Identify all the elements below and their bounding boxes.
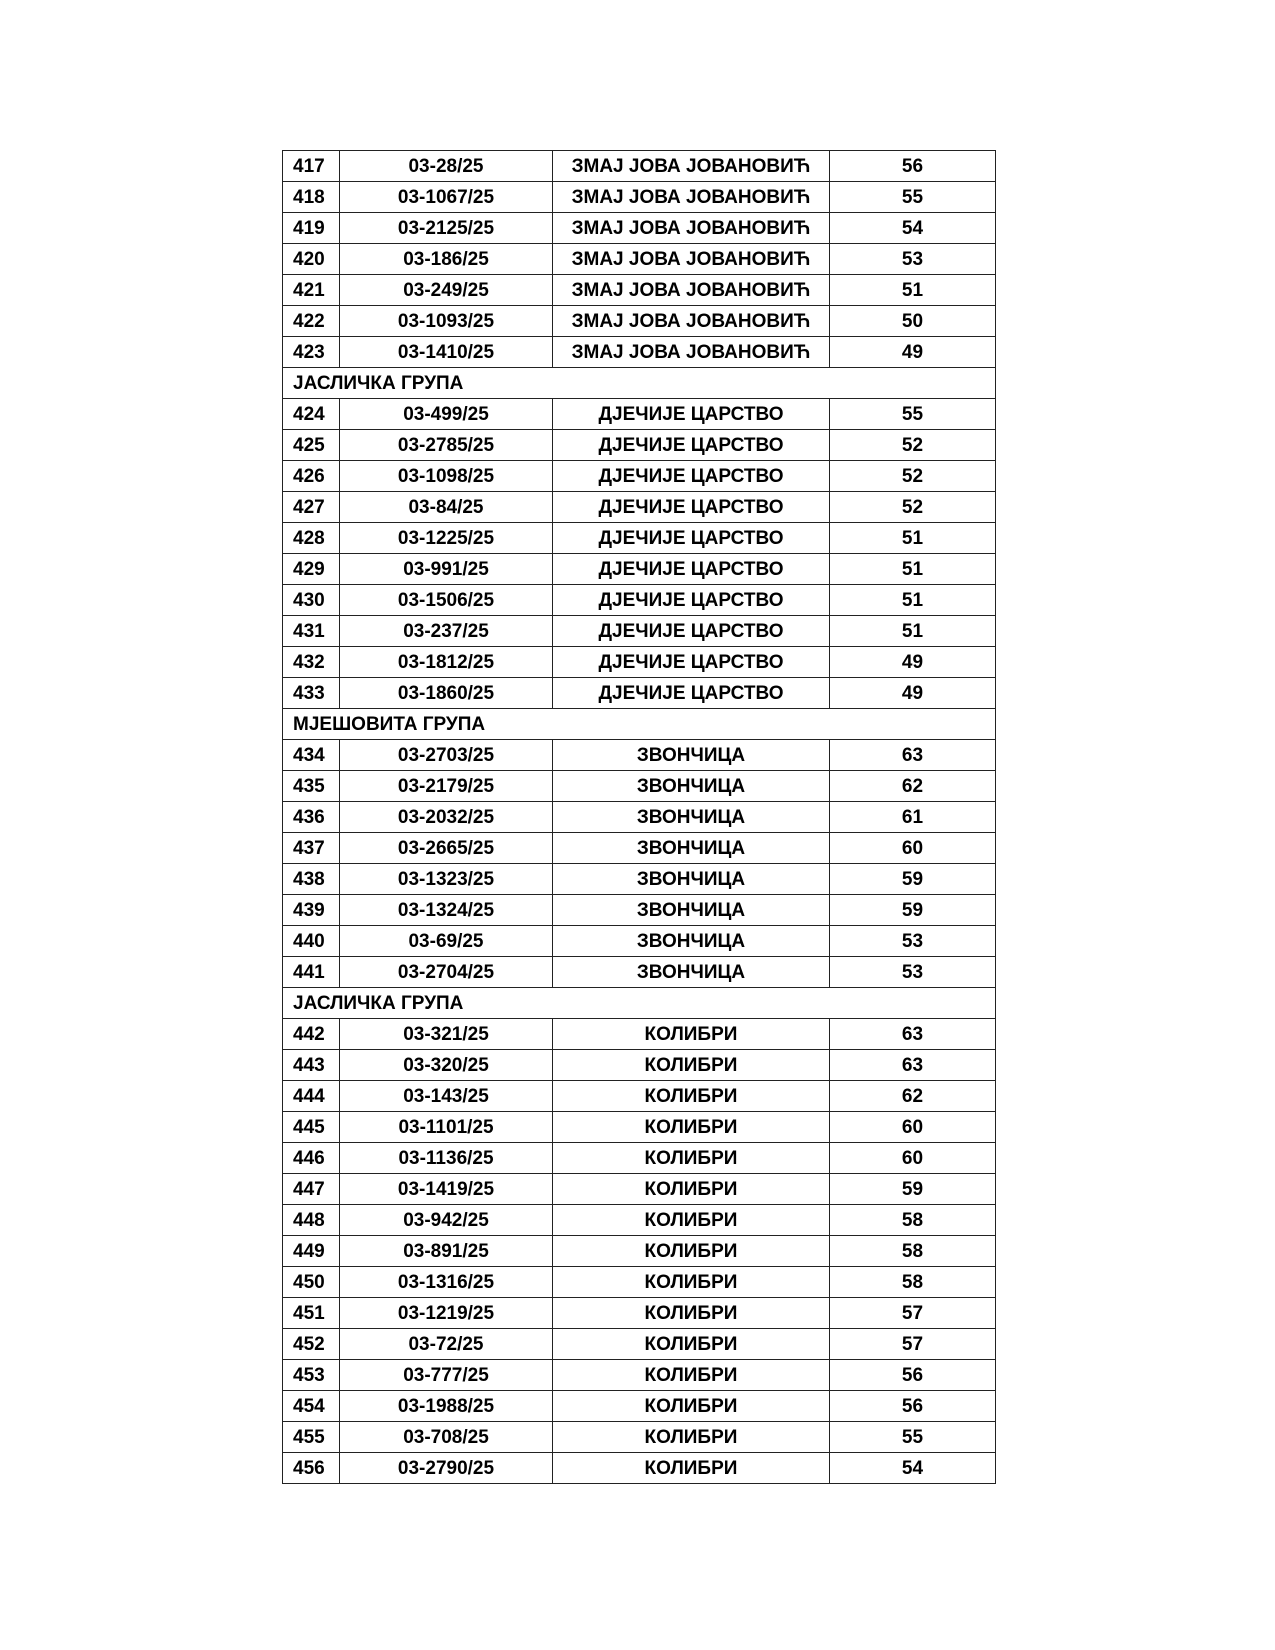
- row-number-cell: 425: [283, 430, 340, 461]
- application-id-cell: 03-1225/25: [340, 523, 553, 554]
- ranking-table-body: [283, 151, 996, 1484]
- table-row: [283, 1298, 996, 1329]
- row-number-cell: 451: [283, 1298, 340, 1329]
- section-row: [283, 709, 996, 740]
- kindergarten-cell: ДЈЕЧИЈЕ ЦАРСТВО: [553, 523, 830, 554]
- points-cell: 59: [830, 895, 996, 926]
- table-row: [283, 1143, 996, 1174]
- kindergarten-cell: ЗВОНЧИЦА: [553, 833, 830, 864]
- table-row: [283, 771, 996, 802]
- table-row: [283, 151, 996, 182]
- row-number-cell: 426: [283, 461, 340, 492]
- row-number-cell: 448: [283, 1205, 340, 1236]
- kindergarten-cell: ЗМАЈ ЈОВА ЈОВАНОВИЋ: [553, 337, 830, 368]
- row-number-cell: 420: [283, 244, 340, 275]
- ranking-table: [282, 150, 996, 1484]
- table-row: [283, 678, 996, 709]
- row-number-cell: 424: [283, 399, 340, 430]
- points-cell: 63: [830, 1019, 996, 1050]
- kindergarten-cell: КОЛИБРИ: [553, 1143, 830, 1174]
- kindergarten-cell: ЗМАЈ ЈОВА ЈОВАНОВИЋ: [553, 244, 830, 275]
- row-number-cell: 433: [283, 678, 340, 709]
- table-row: [283, 895, 996, 926]
- table-row: [283, 647, 996, 678]
- table-row: [283, 802, 996, 833]
- row-number-cell: 447: [283, 1174, 340, 1205]
- application-id-cell: 03-2125/25: [340, 213, 553, 244]
- row-number-cell: 443: [283, 1050, 340, 1081]
- table-row: [283, 213, 996, 244]
- kindergarten-cell: КОЛИБРИ: [553, 1050, 830, 1081]
- row-number-cell: 456: [283, 1453, 340, 1484]
- application-id-cell: 03-499/25: [340, 399, 553, 430]
- points-cell: 55: [830, 399, 996, 430]
- row-number-cell: 430: [283, 585, 340, 616]
- application-id-cell: 03-1093/25: [340, 306, 553, 337]
- table-row: [283, 1360, 996, 1391]
- row-number-cell: 421: [283, 275, 340, 306]
- table-row: [283, 1205, 996, 1236]
- table-row: [283, 1174, 996, 1205]
- application-id-cell: 03-2785/25: [340, 430, 553, 461]
- table-row: [283, 430, 996, 461]
- points-cell: 60: [830, 1112, 996, 1143]
- application-id-cell: 03-777/25: [340, 1360, 553, 1391]
- points-cell: 52: [830, 461, 996, 492]
- points-cell: 62: [830, 771, 996, 802]
- row-number-cell: 441: [283, 957, 340, 988]
- points-cell: 58: [830, 1205, 996, 1236]
- kindergarten-cell: ЗМАЈ ЈОВА ЈОВАНОВИЋ: [553, 275, 830, 306]
- row-number-cell: 418: [283, 182, 340, 213]
- kindergarten-cell: КОЛИБРИ: [553, 1081, 830, 1112]
- kindergarten-cell: КОЛИБРИ: [553, 1236, 830, 1267]
- row-number-cell: 422: [283, 306, 340, 337]
- points-cell: 60: [830, 1143, 996, 1174]
- kindergarten-cell: ДЈЕЧИЈЕ ЦАРСТВО: [553, 399, 830, 430]
- application-id-cell: 03-72/25: [340, 1329, 553, 1360]
- application-id-cell: 03-991/25: [340, 554, 553, 585]
- points-cell: 55: [830, 182, 996, 213]
- points-cell: 52: [830, 492, 996, 523]
- application-id-cell: 03-891/25: [340, 1236, 553, 1267]
- application-id-cell: 03-1136/25: [340, 1143, 553, 1174]
- row-number-cell: 446: [283, 1143, 340, 1174]
- application-id-cell: 03-249/25: [340, 275, 553, 306]
- table-row: [283, 1422, 996, 1453]
- row-number-cell: 427: [283, 492, 340, 523]
- application-id-cell: 03-1812/25: [340, 647, 553, 678]
- application-id-cell: 03-1067/25: [340, 182, 553, 213]
- points-cell: 54: [830, 213, 996, 244]
- kindergarten-cell: ДЈЕЧИЈЕ ЦАРСТВО: [553, 647, 830, 678]
- table-row: [283, 1112, 996, 1143]
- application-id-cell: 03-1988/25: [340, 1391, 553, 1422]
- row-number-cell: 442: [283, 1019, 340, 1050]
- row-number-cell: 449: [283, 1236, 340, 1267]
- row-number-cell: 435: [283, 771, 340, 802]
- application-id-cell: 03-1101/25: [340, 1112, 553, 1143]
- table-row: [283, 1329, 996, 1360]
- row-number-cell: 423: [283, 337, 340, 368]
- table-row: [283, 492, 996, 523]
- section-row: [283, 988, 996, 1019]
- application-id-cell: 03-186/25: [340, 244, 553, 275]
- kindergarten-cell: КОЛИБРИ: [553, 1174, 830, 1205]
- row-number-cell: 432: [283, 647, 340, 678]
- application-id-cell: 03-708/25: [340, 1422, 553, 1453]
- application-id-cell: 03-2032/25: [340, 802, 553, 833]
- table-row: [283, 1267, 996, 1298]
- row-number-cell: 453: [283, 1360, 340, 1391]
- row-number-cell: 434: [283, 740, 340, 771]
- table-row: [283, 926, 996, 957]
- kindergarten-cell: ДЈЕЧИЈЕ ЦАРСТВО: [553, 492, 830, 523]
- kindergarten-cell: КОЛИБРИ: [553, 1112, 830, 1143]
- kindergarten-cell: КОЛИБРИ: [553, 1267, 830, 1298]
- points-cell: 53: [830, 926, 996, 957]
- table-row: [283, 740, 996, 771]
- kindergarten-cell: ЗВОНЧИЦА: [553, 926, 830, 957]
- row-number-cell: 439: [283, 895, 340, 926]
- kindergarten-cell: КОЛИБРИ: [553, 1391, 830, 1422]
- application-id-cell: 03-1316/25: [340, 1267, 553, 1298]
- kindergarten-cell: КОЛИБРИ: [553, 1422, 830, 1453]
- kindergarten-cell: ЗВОНЧИЦА: [553, 895, 830, 926]
- table-row: [283, 585, 996, 616]
- points-cell: 49: [830, 647, 996, 678]
- points-cell: 55: [830, 1422, 996, 1453]
- application-id-cell: 03-1860/25: [340, 678, 553, 709]
- points-cell: 59: [830, 1174, 996, 1205]
- table-row: [283, 1236, 996, 1267]
- application-id-cell: 03-143/25: [340, 1081, 553, 1112]
- row-number-cell: 455: [283, 1422, 340, 1453]
- kindergarten-cell: КОЛИБРИ: [553, 1329, 830, 1360]
- points-cell: 54: [830, 1453, 996, 1484]
- table-row: [283, 957, 996, 988]
- row-number-cell: 436: [283, 802, 340, 833]
- application-id-cell: 03-1098/25: [340, 461, 553, 492]
- row-number-cell: 419: [283, 213, 340, 244]
- kindergarten-cell: ДЈЕЧИЈЕ ЦАРСТВО: [553, 678, 830, 709]
- points-cell: 50: [830, 306, 996, 337]
- table-row: [283, 306, 996, 337]
- application-id-cell: 03-1419/25: [340, 1174, 553, 1205]
- kindergarten-cell: ЗМАЈ ЈОВА ЈОВАНОВИЋ: [553, 213, 830, 244]
- table-row: [283, 1391, 996, 1422]
- application-id-cell: 03-84/25: [340, 492, 553, 523]
- kindergarten-cell: ЗМАЈ ЈОВА ЈОВАНОВИЋ: [553, 151, 830, 182]
- points-cell: 51: [830, 523, 996, 554]
- kindergarten-cell: ЗВОНЧИЦА: [553, 740, 830, 771]
- kindergarten-cell: ДЈЕЧИЈЕ ЦАРСТВО: [553, 430, 830, 461]
- table-row: [283, 554, 996, 585]
- kindergarten-cell: КОЛИБРИ: [553, 1298, 830, 1329]
- points-cell: 53: [830, 244, 996, 275]
- kindergarten-cell: ДЈЕЧИЈЕ ЦАРСТВО: [553, 616, 830, 647]
- kindergarten-cell: КОЛИБРИ: [553, 1019, 830, 1050]
- points-cell: 51: [830, 616, 996, 647]
- application-id-cell: 03-321/25: [340, 1019, 553, 1050]
- points-cell: 51: [830, 554, 996, 585]
- section-heading: ЈАСЛИЧКА ГРУПА: [283, 368, 996, 399]
- table-row: [283, 1453, 996, 1484]
- points-cell: 53: [830, 957, 996, 988]
- kindergarten-cell: ЗВОНЧИЦА: [553, 864, 830, 895]
- points-cell: 56: [830, 1360, 996, 1391]
- kindergarten-cell: ДЈЕЧИЈЕ ЦАРСТВО: [553, 585, 830, 616]
- table-row: [283, 523, 996, 554]
- points-cell: 51: [830, 275, 996, 306]
- section-row: [283, 368, 996, 399]
- application-id-cell: 03-320/25: [340, 1050, 553, 1081]
- kindergarten-cell: ЗВОНЧИЦА: [553, 802, 830, 833]
- points-cell: 60: [830, 833, 996, 864]
- table-row: [283, 1050, 996, 1081]
- application-id-cell: 03-237/25: [340, 616, 553, 647]
- kindergarten-cell: ДЈЕЧИЈЕ ЦАРСТВО: [553, 461, 830, 492]
- table-row: [283, 833, 996, 864]
- points-cell: 56: [830, 151, 996, 182]
- points-cell: 51: [830, 585, 996, 616]
- table-row: [283, 399, 996, 430]
- table-row: [283, 337, 996, 368]
- application-id-cell: 03-69/25: [340, 926, 553, 957]
- row-number-cell: 444: [283, 1081, 340, 1112]
- table-row: [283, 244, 996, 275]
- points-cell: 58: [830, 1267, 996, 1298]
- points-cell: 63: [830, 1050, 996, 1081]
- points-cell: 57: [830, 1298, 996, 1329]
- application-id-cell: 03-2790/25: [340, 1453, 553, 1484]
- kindergarten-cell: ЗМАЈ ЈОВА ЈОВАНОВИЋ: [553, 182, 830, 213]
- row-number-cell: 437: [283, 833, 340, 864]
- application-id-cell: 03-28/25: [340, 151, 553, 182]
- kindergarten-cell: КОЛИБРИ: [553, 1360, 830, 1391]
- table-row: [283, 1081, 996, 1112]
- application-id-cell: 03-2179/25: [340, 771, 553, 802]
- row-number-cell: 445: [283, 1112, 340, 1143]
- application-id-cell: 03-1323/25: [340, 864, 553, 895]
- points-cell: 56: [830, 1391, 996, 1422]
- points-cell: 62: [830, 1081, 996, 1112]
- points-cell: 49: [830, 678, 996, 709]
- application-id-cell: 03-1219/25: [340, 1298, 553, 1329]
- table-row: [283, 275, 996, 306]
- application-id-cell: 03-1324/25: [340, 895, 553, 926]
- application-id-cell: 03-942/25: [340, 1205, 553, 1236]
- application-id-cell: 03-2704/25: [340, 957, 553, 988]
- points-cell: 61: [830, 802, 996, 833]
- kindergarten-cell: ДЈЕЧИЈЕ ЦАРСТВО: [553, 554, 830, 585]
- kindergarten-cell: КОЛИБРИ: [553, 1453, 830, 1484]
- table-row: [283, 864, 996, 895]
- table-row: [283, 616, 996, 647]
- points-cell: 63: [830, 740, 996, 771]
- section-heading: МЈЕШОВИТА ГРУПА: [283, 709, 996, 740]
- points-cell: 49: [830, 337, 996, 368]
- row-number-cell: 440: [283, 926, 340, 957]
- kindergarten-cell: ЗМАЈ ЈОВА ЈОВАНОВИЋ: [553, 306, 830, 337]
- points-cell: 52: [830, 430, 996, 461]
- application-id-cell: 03-2703/25: [340, 740, 553, 771]
- row-number-cell: 452: [283, 1329, 340, 1360]
- row-number-cell: 454: [283, 1391, 340, 1422]
- row-number-cell: 417: [283, 151, 340, 182]
- points-cell: 57: [830, 1329, 996, 1360]
- application-id-cell: 03-1410/25: [340, 337, 553, 368]
- application-id-cell: 03-2665/25: [340, 833, 553, 864]
- row-number-cell: 429: [283, 554, 340, 585]
- kindergarten-cell: КОЛИБРИ: [553, 1205, 830, 1236]
- table-row: [283, 1019, 996, 1050]
- points-cell: 58: [830, 1236, 996, 1267]
- row-number-cell: 438: [283, 864, 340, 895]
- kindergarten-cell: ЗВОНЧИЦА: [553, 957, 830, 988]
- application-id-cell: 03-1506/25: [340, 585, 553, 616]
- section-heading: ЈАСЛИЧКА ГРУПА: [283, 988, 996, 1019]
- row-number-cell: 450: [283, 1267, 340, 1298]
- table-row: [283, 461, 996, 492]
- table-row: [283, 182, 996, 213]
- kindergarten-cell: ЗВОНЧИЦА: [553, 771, 830, 802]
- row-number-cell: 431: [283, 616, 340, 647]
- points-cell: 59: [830, 864, 996, 895]
- row-number-cell: 428: [283, 523, 340, 554]
